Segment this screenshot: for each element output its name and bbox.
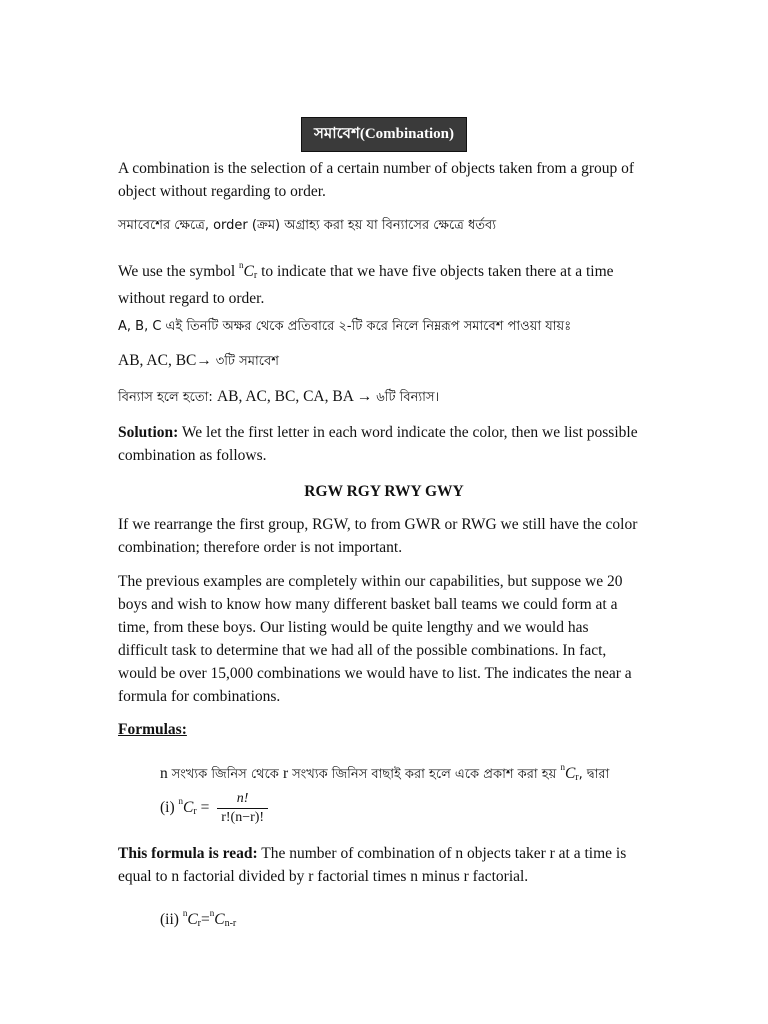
formula-intro-n: n [160,765,172,782]
paragraph-permutations [118,385,638,409]
formula-two [160,902,680,935]
formula-intro-bn1: সংখ্যক জিনিস থেকে [171,767,284,782]
paragraph-read [118,842,638,888]
solution-text: We let the first letter in each word indicate the color, then we list possible combination as follows. [118,424,638,464]
paragraph-abc: A, B, C এই তিনটি অক্ষর থেকে প্রতিবারে ২-টি করে নিলে নিম্নরূপ সমাবেশ পাওয়া যায়ঃ [118,319,572,334]
formula-two-eq: = [201,911,210,928]
paragraph-symbol [118,254,638,310]
formula-intro-c: C [564,765,576,782]
formula-one [160,790,680,827]
symbol-sub: r [253,270,258,281]
permutations-bn2: ৬টি বিন্যাস। [376,390,440,405]
formula-two-sup1: n [182,908,188,918]
symbol-text-before: We use the symbol [118,263,240,280]
formula-one-c: C [183,799,194,817]
symbol-c: C [243,263,254,280]
formula-intro-sub: r [575,772,579,783]
formula-one-label: (i) [160,799,179,817]
formula-one-sup: n [178,796,184,807]
paragraph-solution [118,421,638,467]
combinations-text: AB, AC, BC→ [118,352,216,369]
formula-intro [160,756,680,789]
permutations-bn: বিন্যাস হলে হতো: [118,390,217,405]
symbol-text-after: to indicate that we have five objects taken there at a time without regard to order. [118,263,614,307]
paragraph-combinations [118,349,638,373]
formula-two-sup2: n [209,908,215,918]
color-combinations: RGW RGY RWY GWY [304,483,464,500]
formulas-heading [118,718,638,741]
permutations-text: AB, AC, BC, CA, BA → [216,388,377,405]
formula-intro-bn3: , দ্বারা [578,767,610,782]
fraction-numerator: n! [217,790,268,809]
read-text: The number of combination of n objects taker r at a time is equal to n factorial divided by r factorial times n minus r factorial. [118,845,627,885]
page-title: সমাবেশ(Combination) [301,117,467,152]
formula-two-c1: C [187,911,198,928]
solution-label: Solution: [118,424,179,441]
paragraph-rearrange: If we rearrange the first group, RGW, to from GWR or RWG we still have the color combination; therefore order is not important. [118,516,638,556]
formula-one-sub: r [193,806,197,818]
paragraph-examples: The previous examples are completely within our capabilities, but suppose we 20 boys and wish to know how many different basket ball teams we could form at a time, from these boys. Our listing would be quite lengthy and we would has difficult task to determine that we had all of the possible combinations. In fact, would be over 15,000 combinations we would have to list. The indicates the near a formula for combinations. [118,573,632,705]
formula-intro-bn2: সংখ্যক জিনিস বাছাই করা হলে একে প্রকাশ করা হয় [292,767,561,782]
formula-two-sub1: r [197,918,201,929]
formula-intro-sup: n [560,762,565,772]
formula-two-label: (ii) [160,911,183,928]
formula-one-eq: = [196,799,210,817]
title-wrap [0,117,768,152]
formula-two-c2: C [214,911,225,928]
symbol-sup: n [239,260,244,270]
formulas-label: Formulas: [118,721,187,738]
formula-one-fraction [217,790,268,827]
combinations-bn: ৩টি সমাবেশ [215,354,279,369]
read-label: This formula is read: [118,845,258,862]
fraction-denominator: r!(n−r)! [221,810,265,825]
formula-two-sub2: n-r [224,918,237,929]
paragraph-bangla-note: সমাবেশের ক্ষেত্রে, order (ক্রম) অগ্রাহ্য করা হয় যা বিন্যাসের ক্ষেত্রে ধর্তব্য [118,218,497,233]
paragraph-definition: A combination is the selection of a certain number of objects taken from a group of object without regarding to order. [118,160,635,200]
formula-intro-r: r [283,765,293,782]
